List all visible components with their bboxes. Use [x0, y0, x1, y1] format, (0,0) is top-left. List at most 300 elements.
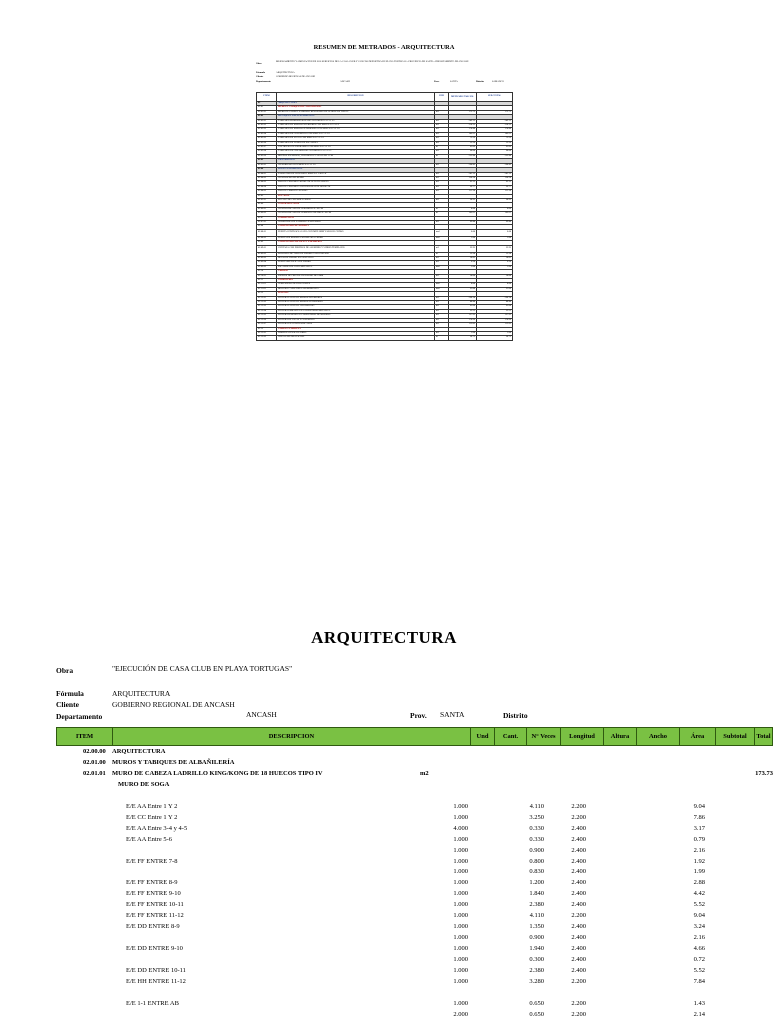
summary-und-cell: m2	[435, 176, 449, 180]
detail-longitud: 1.350	[529, 923, 544, 931]
summary-subtotal-cell: 130.38	[477, 176, 513, 180]
summary-desc-cell: TARRAJEO DE CIELORRASO CON MEZCLA C:A 1:5	[277, 150, 435, 154]
summary-desc-cell: PINTURA DE VIGAS Y COLUMNAS	[277, 318, 435, 322]
summary-item-cell: 02.02.08	[257, 150, 277, 154]
detail-cant: 1.000	[453, 999, 468, 1007]
summary-und-cell: m2	[435, 141, 449, 145]
summary-item-cell: 02.12.03	[257, 305, 277, 309]
summary-parcial-cell: 281.15	[449, 172, 477, 176]
detail-altura: 2.400	[571, 835, 586, 843]
detail-cant: 1.000	[453, 934, 468, 942]
summary-subtotal-cell: 15.20	[477, 252, 513, 256]
detail-row	[0, 1011, 768, 1022]
summary-und-cell: m2	[435, 314, 449, 318]
detail-altura: 2.200	[571, 813, 586, 821]
detail-title: ARQUITECTURA	[311, 628, 457, 647]
detail-subtotal: 1.43	[693, 999, 705, 1007]
detail-longitud: 4.110	[529, 912, 544, 920]
detail-longitud: 0.800	[529, 857, 544, 865]
detail-cant: 1.000	[453, 846, 468, 854]
detail-subtotal: 7.84	[693, 977, 705, 985]
summary-und-cell: m2	[435, 305, 449, 309]
summary-parcial-cell: 58.95	[449, 198, 477, 202]
summary-item-cell: 02.09	[257, 241, 277, 245]
summary-parcial-cell: 72.59	[449, 137, 477, 141]
summary-desc-cell: VESTIDURA DE DERRAMES CON MEZCLA C:A 1:5	[277, 146, 435, 150]
summary-item-cell: 02.11.02	[257, 287, 277, 291]
detail-cant: 1.000	[453, 977, 468, 985]
summary-parcial-cell: 160.11	[449, 212, 477, 216]
summary-item-cell: 02.12.02	[257, 301, 277, 305]
detail-altura: 2.400	[571, 824, 586, 832]
summary-und-cell: m	[435, 252, 449, 256]
summary-parcial-cell: 1.00	[449, 265, 477, 269]
summary-desc-cell: LIMPIEZA FINAL DE OBRA	[277, 331, 435, 335]
summary-und-cell: m2	[435, 274, 449, 278]
summary-desc-cell: ZOCALOS	[277, 194, 435, 198]
detail-row	[0, 792, 768, 803]
summary-subtotal-cell: 8.00	[477, 283, 513, 287]
summary-item-cell: 02	[257, 102, 277, 106]
summary-und-cell: m2	[435, 137, 449, 141]
summary-und-cell: m2	[435, 323, 449, 327]
detail-cant: 1.000	[453, 879, 468, 887]
summary-parcial-cell: 95.00	[449, 305, 477, 309]
summary-und-cell: m	[435, 336, 449, 340]
summary-parcial-cell: 290.14	[449, 296, 477, 300]
summary-item-cell: 02.04	[257, 168, 277, 172]
summary-subtotal-cell: 22.95	[477, 245, 513, 252]
summary-parcial-cell: 174.88	[449, 128, 477, 132]
detail-row	[0, 912, 768, 923]
detail-cant: 1.000	[453, 868, 468, 876]
detail-description: E/E 1-1 ENTRE AB	[126, 999, 179, 1007]
summary-und-cell: m2	[435, 110, 449, 114]
detail-cant: 2.000	[453, 1010, 468, 1018]
summary-item-cell: 02.02.01	[257, 119, 277, 123]
summary-parcial-cell: 112.05	[449, 323, 477, 327]
col-longitud: Longitud	[560, 728, 603, 745]
summary-desc-cell: TARRAJEO DE VIGAS CON MEZCLA C:A 1:5	[277, 137, 435, 141]
summary-item-cell: 02.05	[257, 194, 277, 198]
summary-und-cell: und	[435, 265, 449, 269]
col-altura: Altura	[603, 728, 636, 745]
detail-description: E/E AA Entre 3-4 y 4-5	[126, 824, 188, 832]
summary-und-cell: m2	[435, 309, 449, 313]
detail-altura: 2.400	[571, 956, 586, 964]
summary-und-cell: m2	[435, 119, 449, 123]
detail-subtotal: 0.79	[693, 835, 705, 843]
col-descripcion: DESCRIPCION	[112, 728, 470, 745]
summary-und-cell: m2	[435, 318, 449, 322]
summary-desc-cell: PUERTA METALICA DE FIERRO	[277, 261, 435, 265]
detail-longitud: 1.200	[529, 879, 544, 887]
detail-subtotal: 3.17	[693, 824, 705, 832]
col-subtotal: Subtotal	[715, 728, 754, 745]
detail-row	[0, 858, 768, 869]
detail-description: E/E FF ENTRE 7-8	[126, 857, 178, 865]
summary-item-cell: 02.09.05	[257, 265, 277, 269]
summary-parcial-cell: 318.22	[449, 124, 477, 128]
summary-desc-cell: PINTURA EN CONTRAZOCALOS	[277, 323, 435, 327]
summary-und-cell: m2	[435, 220, 449, 224]
summary-parcial-cell: 8.00	[449, 283, 477, 287]
summary-und-cell: m	[435, 154, 449, 158]
summary-desc-cell: ESPEJOS DE CRISTAL INCOLORO DE 6 MM	[277, 274, 435, 278]
col-nveces: N° Veces	[526, 728, 560, 745]
summary-subtotal-cell: 95.15	[477, 181, 513, 185]
summary-item-cell: 02.02.09	[257, 154, 277, 158]
summary-und-cell: m2	[435, 245, 449, 252]
summary-depto-value: ANCASH	[340, 80, 350, 83]
summary-item-cell: 02.02.05	[257, 137, 277, 141]
summary-prov-value: SANTA	[450, 80, 458, 83]
summary-desc-cell: MURO DE CABEZA LADRILLO KING/KONG DE 18 HUECOS TIPO IV	[277, 110, 435, 114]
summary-prov-label: Prov.	[434, 80, 440, 83]
detail-subtotal: 0.72	[693, 956, 705, 964]
summary-cliente-value: GOBIERNO REGIONAL DE ANCASH	[276, 75, 316, 78]
summary-und-cell: m2	[435, 163, 449, 167]
detail-longitud: 4.110	[529, 802, 544, 810]
summary-item-cell: 02.12.05	[257, 314, 277, 318]
summary-subtotal-cell: 72.59	[477, 137, 513, 141]
detail-item: 02.00.00	[83, 748, 106, 755]
summary-desc-cell: CERRAJERIA	[277, 279, 435, 283]
summary-und-cell: m2	[435, 296, 449, 300]
detail-row	[0, 989, 768, 1000]
summary-obra-label: Obra	[256, 62, 262, 65]
summary-parcial-cell: 127.92	[449, 314, 477, 318]
summary-parcial-cell: 0.00	[449, 207, 477, 211]
detail-row	[0, 901, 768, 912]
detail-cliente-label: Cliente	[56, 700, 79, 709]
summary-item-cell: 02.04.03	[257, 181, 277, 185]
summary-subtotal-cell: 95.00	[477, 305, 513, 309]
detail-description: E/E FF ENTRE 9-10	[126, 890, 181, 898]
detail-longitud: 1.840	[529, 890, 544, 898]
detail-obra-label: Obra	[56, 666, 74, 675]
detail-row	[0, 967, 768, 978]
summary-und-cell: m2	[435, 331, 449, 335]
detail-row	[0, 836, 768, 847]
summary-item-cell: 02.10.01	[257, 274, 277, 278]
detail-subtotal: 4.42	[693, 890, 705, 898]
col-item: ITEM	[75, 733, 94, 740]
summary-item-cell: 02.12.07	[257, 323, 277, 327]
detail-row	[0, 803, 768, 814]
summary-desc-cell: JUNTAS DE DILATACION	[277, 336, 435, 340]
summary-item-cell: 02.01.01	[257, 110, 277, 114]
detail-distrito-label: Distrito	[503, 711, 528, 720]
summary-parcial-cell: 1.00	[449, 236, 477, 240]
detail-item: 02.01.01	[83, 769, 106, 777]
detail-cant: 1.000	[453, 813, 468, 821]
detail-longitud: 0.300	[529, 956, 544, 964]
summary-desc-cell: TARRAJEO DE COLUMNAS CON MEZCLA C:A 1:5	[277, 132, 435, 136]
detail-description: E/E AA Entre 5-6	[126, 835, 173, 843]
summary-und-cell: m2	[435, 190, 449, 194]
summary-row	[257, 229, 513, 236]
detail-longitud: 3.280	[529, 977, 544, 985]
summary-item-cell: 02.10	[257, 270, 277, 274]
detail-longitud: 0.330	[529, 824, 544, 832]
detail-longitud: 0.650	[529, 1010, 544, 1018]
summary-item-cell: 02.07	[257, 216, 277, 220]
summary-item-cell: 02.04.01	[257, 172, 277, 176]
summary-parcial-cell: 10.00	[449, 274, 477, 278]
summary-item-cell: 02.04.02	[257, 176, 277, 180]
summary-und-cell: und	[435, 287, 449, 291]
summary-und-cell: m2	[435, 172, 449, 176]
detail-subtotal: 4.66	[693, 945, 705, 953]
summary-parcial-cell: 1.00	[449, 331, 477, 335]
summary-desc-cell: CARPINTERIA METALICA Y HERRERIA	[277, 241, 435, 245]
detail-row	[0, 978, 768, 989]
summary-parcial-cell: 232.80	[449, 154, 477, 158]
summary-subtotal-cell: 1.00	[477, 236, 513, 240]
detail-longitud: 2.380	[529, 901, 544, 909]
detail-cant: 1.000	[453, 901, 468, 909]
summary-title: RESUMEN DE METRADOS - ARQUITECTURA	[313, 44, 455, 51]
detail-description: MUROS Y TABIQUES DE ALBAÑILERÍA	[112, 758, 235, 766]
detail-altura: 2.400	[571, 890, 586, 898]
summary-parcial-cell: 21.00	[449, 287, 477, 291]
detail-cant: 4.000	[453, 824, 468, 832]
summary-item-cell: 02.02.07	[257, 146, 277, 150]
summary-desc-cell: PINTURA LATEX EN MUROS INTERIORES	[277, 296, 435, 300]
summary-subtotal-cell: 281.15	[477, 172, 513, 176]
summary-und-cell: m2	[435, 132, 449, 136]
summary-subtotal-cell: 21.00	[477, 287, 513, 291]
detail-altura: 2.400	[571, 934, 586, 942]
detail-row	[0, 923, 768, 934]
detail-row	[0, 781, 768, 792]
summary-desc-cell: CONTRAZOCALOS	[277, 203, 435, 207]
detail-altura: 2.400	[571, 945, 586, 953]
summary-parcial-cell: 22.95	[449, 245, 477, 252]
detail-subtotal: 7.86	[693, 813, 705, 821]
summary-row	[257, 245, 513, 252]
summary-desc-cell: ESCALERA DE GATO METALICA	[277, 265, 435, 269]
detail-description: E/E FF ENTRE 8-9	[126, 879, 178, 887]
detail-row	[0, 879, 768, 890]
summary-table-body	[257, 102, 513, 341]
summary-item-cell: 02.09.04	[257, 261, 277, 265]
summary-parcial-cell: 95.09	[449, 146, 477, 150]
summary-desc-cell: BISAGRA CAPUCHINA ALUMINIZADA	[277, 287, 435, 291]
detail-total: 173.73	[755, 769, 773, 777]
summary-header-row	[257, 93, 513, 102]
detail-altura: 2.200	[571, 1010, 586, 1018]
summary-und-cell: m2	[435, 261, 449, 265]
detail-formula-value: ARQUITECTURA	[112, 689, 171, 698]
summary-item-cell: 02.13.02	[257, 336, 277, 340]
detail-row	[0, 945, 768, 956]
detail-description: E/E DD ENTRE 10-11	[126, 967, 186, 974]
summary-desc-cell: PINTURA BARNIZ EN CARPINTERIA DE MADERA	[277, 314, 435, 318]
summary-item-cell: 02.08.01	[257, 229, 277, 236]
summary-formula-label: Fórmula	[256, 71, 265, 74]
summary-desc-cell: CARPINTERIA DE MADERA	[277, 225, 435, 229]
summary-subtotal-cell: 98.00	[477, 150, 513, 154]
summary-subtotal-cell: 88.80	[477, 301, 513, 305]
summary-desc-cell: ZOCALO DE CERAMICO 30X30	[277, 198, 435, 202]
detail-description: E/E DD ENTRE 8-9	[126, 923, 180, 931]
detail-longitud: 1.940	[529, 945, 544, 953]
summary-item-cell: 02.02.06	[257, 141, 277, 145]
detail-cant: 1.000	[453, 956, 468, 964]
summary-desc-cell: PINTURA	[277, 292, 435, 296]
detail-altura: 2.400	[571, 967, 586, 974]
summary-item-cell: 02.03	[257, 159, 277, 163]
summary-desc-cell: CERRADURA DE DOS GOLPES	[277, 283, 435, 287]
detail-description: E/E AA Entre 1 Y 2	[126, 802, 178, 810]
detail-altura: 2.200	[571, 999, 586, 1007]
detail-formula-label: Fórmula	[56, 689, 84, 698]
summary-subtotal-cell: 18.05	[477, 257, 513, 261]
summary-desc-cell: PINTURA ESMALTE EN CARPINTERIA METALICA	[277, 309, 435, 313]
detail-description: E/E DD ENTRE 9-10	[126, 945, 183, 953]
col-total: Total	[754, 728, 772, 745]
detail-altura: 2.200	[571, 977, 586, 985]
summary-desc-cell: REVOQUES Y REVESTIMIENTOS	[277, 115, 435, 119]
summary-und-cell: m2	[435, 198, 449, 202]
summary-desc-cell: PISO DE CERAMICO ANTIDESLIZANTE 30X30 CM	[277, 185, 435, 189]
summary-parcial-cell: 111.20	[449, 190, 477, 194]
detail-subtotal: 9.04	[693, 912, 705, 920]
summary-parcial-cell: 6.00	[449, 229, 477, 236]
detail-altura: 2.200	[571, 802, 586, 810]
detail-row	[0, 748, 768, 759]
detail-row	[0, 825, 768, 836]
summary-desc-cell: FALSO PISO DE CONCRETO MEZCLA 1:10 E=4"	[277, 172, 435, 176]
detail-subtotal: 5.52	[693, 901, 705, 909]
detail-subtotal: 1.92	[693, 857, 705, 865]
summary-parcial-cell: 88.80	[449, 301, 477, 305]
summary-item-cell: 02.06.01	[257, 207, 277, 211]
summary-row	[257, 336, 513, 340]
summary-subtotal-cell: 232.80	[477, 154, 513, 158]
col-ancho: Ancho	[636, 728, 679, 745]
detail-row	[0, 868, 768, 879]
detail-description: MURO DE SOGA	[118, 780, 170, 788]
summary-item-cell: 02.01	[257, 106, 277, 110]
summary-desc-cell: PUERTA CONTRAPLACADA CON MDF 6MM Y MARCO CEDRO	[277, 229, 435, 236]
summary-desc-cell: PISOS Y PAVIMENTOS	[277, 168, 435, 172]
summary-desc-cell: COBERTURA DE LADRILLO PASTELERO	[277, 220, 435, 224]
summary-item-cell: 02.04.04	[257, 185, 277, 189]
summary-parcial-cell: 95.15	[449, 181, 477, 185]
summary-und-cell: m2	[435, 185, 449, 189]
summary-item-cell: 02.06	[257, 203, 277, 207]
detail-longitud: 0.900	[529, 934, 544, 942]
summary-cliente-label: Cliente	[256, 75, 264, 78]
detail-cant: 1.000	[453, 835, 468, 843]
col-header-subtotal: SUB-TOTAL	[477, 93, 513, 102]
summary-item-cell: 02.11.01	[257, 283, 277, 287]
summary-parcial-cell: 108.11	[449, 132, 477, 136]
summary-subtotal-cell: 53.55	[477, 309, 513, 313]
summary-subtotal-cell: 290.14	[477, 296, 513, 300]
summary-item-cell: 02.12.04	[257, 309, 277, 313]
summary-parcial-cell: 249.13	[449, 119, 477, 123]
summary-subtotal-cell: 6.30	[477, 261, 513, 265]
summary-und-cell: und	[435, 283, 449, 287]
summary-item-cell: 02.09.03	[257, 257, 277, 261]
summary-item-cell: 02.02	[257, 115, 277, 119]
summary-desc-cell: CONTRAPISO DE 48 MM	[277, 176, 435, 180]
summary-desc-cell: PISO DE CERAMICO 45X45 CM ALTO TRANSITO	[277, 181, 435, 185]
summary-parcial-cell: 99.80	[449, 220, 477, 224]
detail-row	[0, 759, 768, 770]
detail-row	[0, 934, 768, 945]
detail-cant: 1.000	[453, 890, 468, 898]
summary-item-cell: 02.08	[257, 225, 277, 229]
detail-subtotal: 2.14	[693, 1010, 705, 1018]
summary-item-cell: 02.12.06	[257, 318, 277, 322]
summary-subtotal-cell: 108.11	[477, 132, 513, 136]
summary-subtotal-cell: 111.20	[477, 190, 513, 194]
summary-parcial-cell: 290.82	[449, 163, 477, 167]
detail-subtotal: 2.16	[693, 846, 705, 854]
summary-parcial-cell: 53.55	[449, 309, 477, 313]
summary-desc-cell: TARRAJEO DE FONDO DE ESCALERA	[277, 141, 435, 145]
summary-desc-cell: VARIOS Y LIMPIEZA	[277, 327, 435, 331]
detail-altura: 2.400	[571, 857, 586, 865]
detail-description: E/E HH ENTRE 11-12	[126, 977, 186, 985]
summary-item-cell: 02.11	[257, 279, 277, 283]
summary-parcial-cell: 6.30	[449, 261, 477, 265]
summary-subtotal-cell: 1.00	[477, 265, 513, 269]
detail-item: 02.01.00	[83, 758, 106, 766]
summary-subtotal-cell: 290.82	[477, 163, 513, 167]
summary-parcial-cell: 36.77	[449, 185, 477, 189]
col-header-und: UND	[435, 93, 449, 102]
summary-item-cell: 02.06.02	[257, 212, 277, 216]
summary-parcial-cell: 18.05	[449, 257, 477, 261]
detail-description: E/E FF ENTRE 10-11	[126, 901, 184, 909]
summary-subtotal-cell: 173.73	[477, 110, 513, 114]
summary-subtotal-cell: 112.05	[477, 323, 513, 327]
summary-desc-cell: PISO DE CEMENTO PULIDO	[277, 190, 435, 194]
detail-altura: 2.400	[571, 846, 586, 854]
summary-item-cell: 02.12	[257, 292, 277, 296]
summary-subtotal-cell: 160.11	[477, 212, 513, 216]
detail-prov-value: SANTA	[440, 710, 465, 719]
summary-item-cell: 02.08.02	[257, 236, 277, 240]
col-cant: Cant.	[494, 728, 526, 745]
detail-row	[0, 890, 768, 901]
summary-subtotal-cell: 36.77	[477, 185, 513, 189]
summary-und-cell: m2	[435, 181, 449, 185]
detail-altura: 2.400	[571, 879, 586, 887]
summary-und-cell: m	[435, 146, 449, 150]
summary-item-cell: 02.13	[257, 327, 277, 331]
summary-depto-label: Departamento	[256, 80, 271, 83]
detail-cant: 1.000	[453, 967, 468, 974]
detail-subtotal: 9.04	[693, 802, 705, 810]
detail-und: m2	[420, 769, 429, 777]
summary-desc-cell: REJAS DE FIERRO EN VENTANAS	[277, 257, 435, 261]
summary-subtotal-cell: 0.00	[477, 207, 513, 211]
detail-row	[0, 956, 768, 967]
summary-parcial-cell: 13.36	[449, 141, 477, 145]
summary-desc-cell: TARRAJEO EN MUROS EXTERIORES CON MEZCLA C:A 1:5	[277, 128, 435, 132]
detail-subtotal: 2.16	[693, 934, 705, 942]
summary-desc-cell: TARRAJEO PRIMARIO RAYADO CON MEZCLA C:A 1:5	[277, 119, 435, 123]
summary-parcial-cell: 170.96	[449, 318, 477, 322]
detail-longitud: 3.250	[529, 813, 544, 821]
